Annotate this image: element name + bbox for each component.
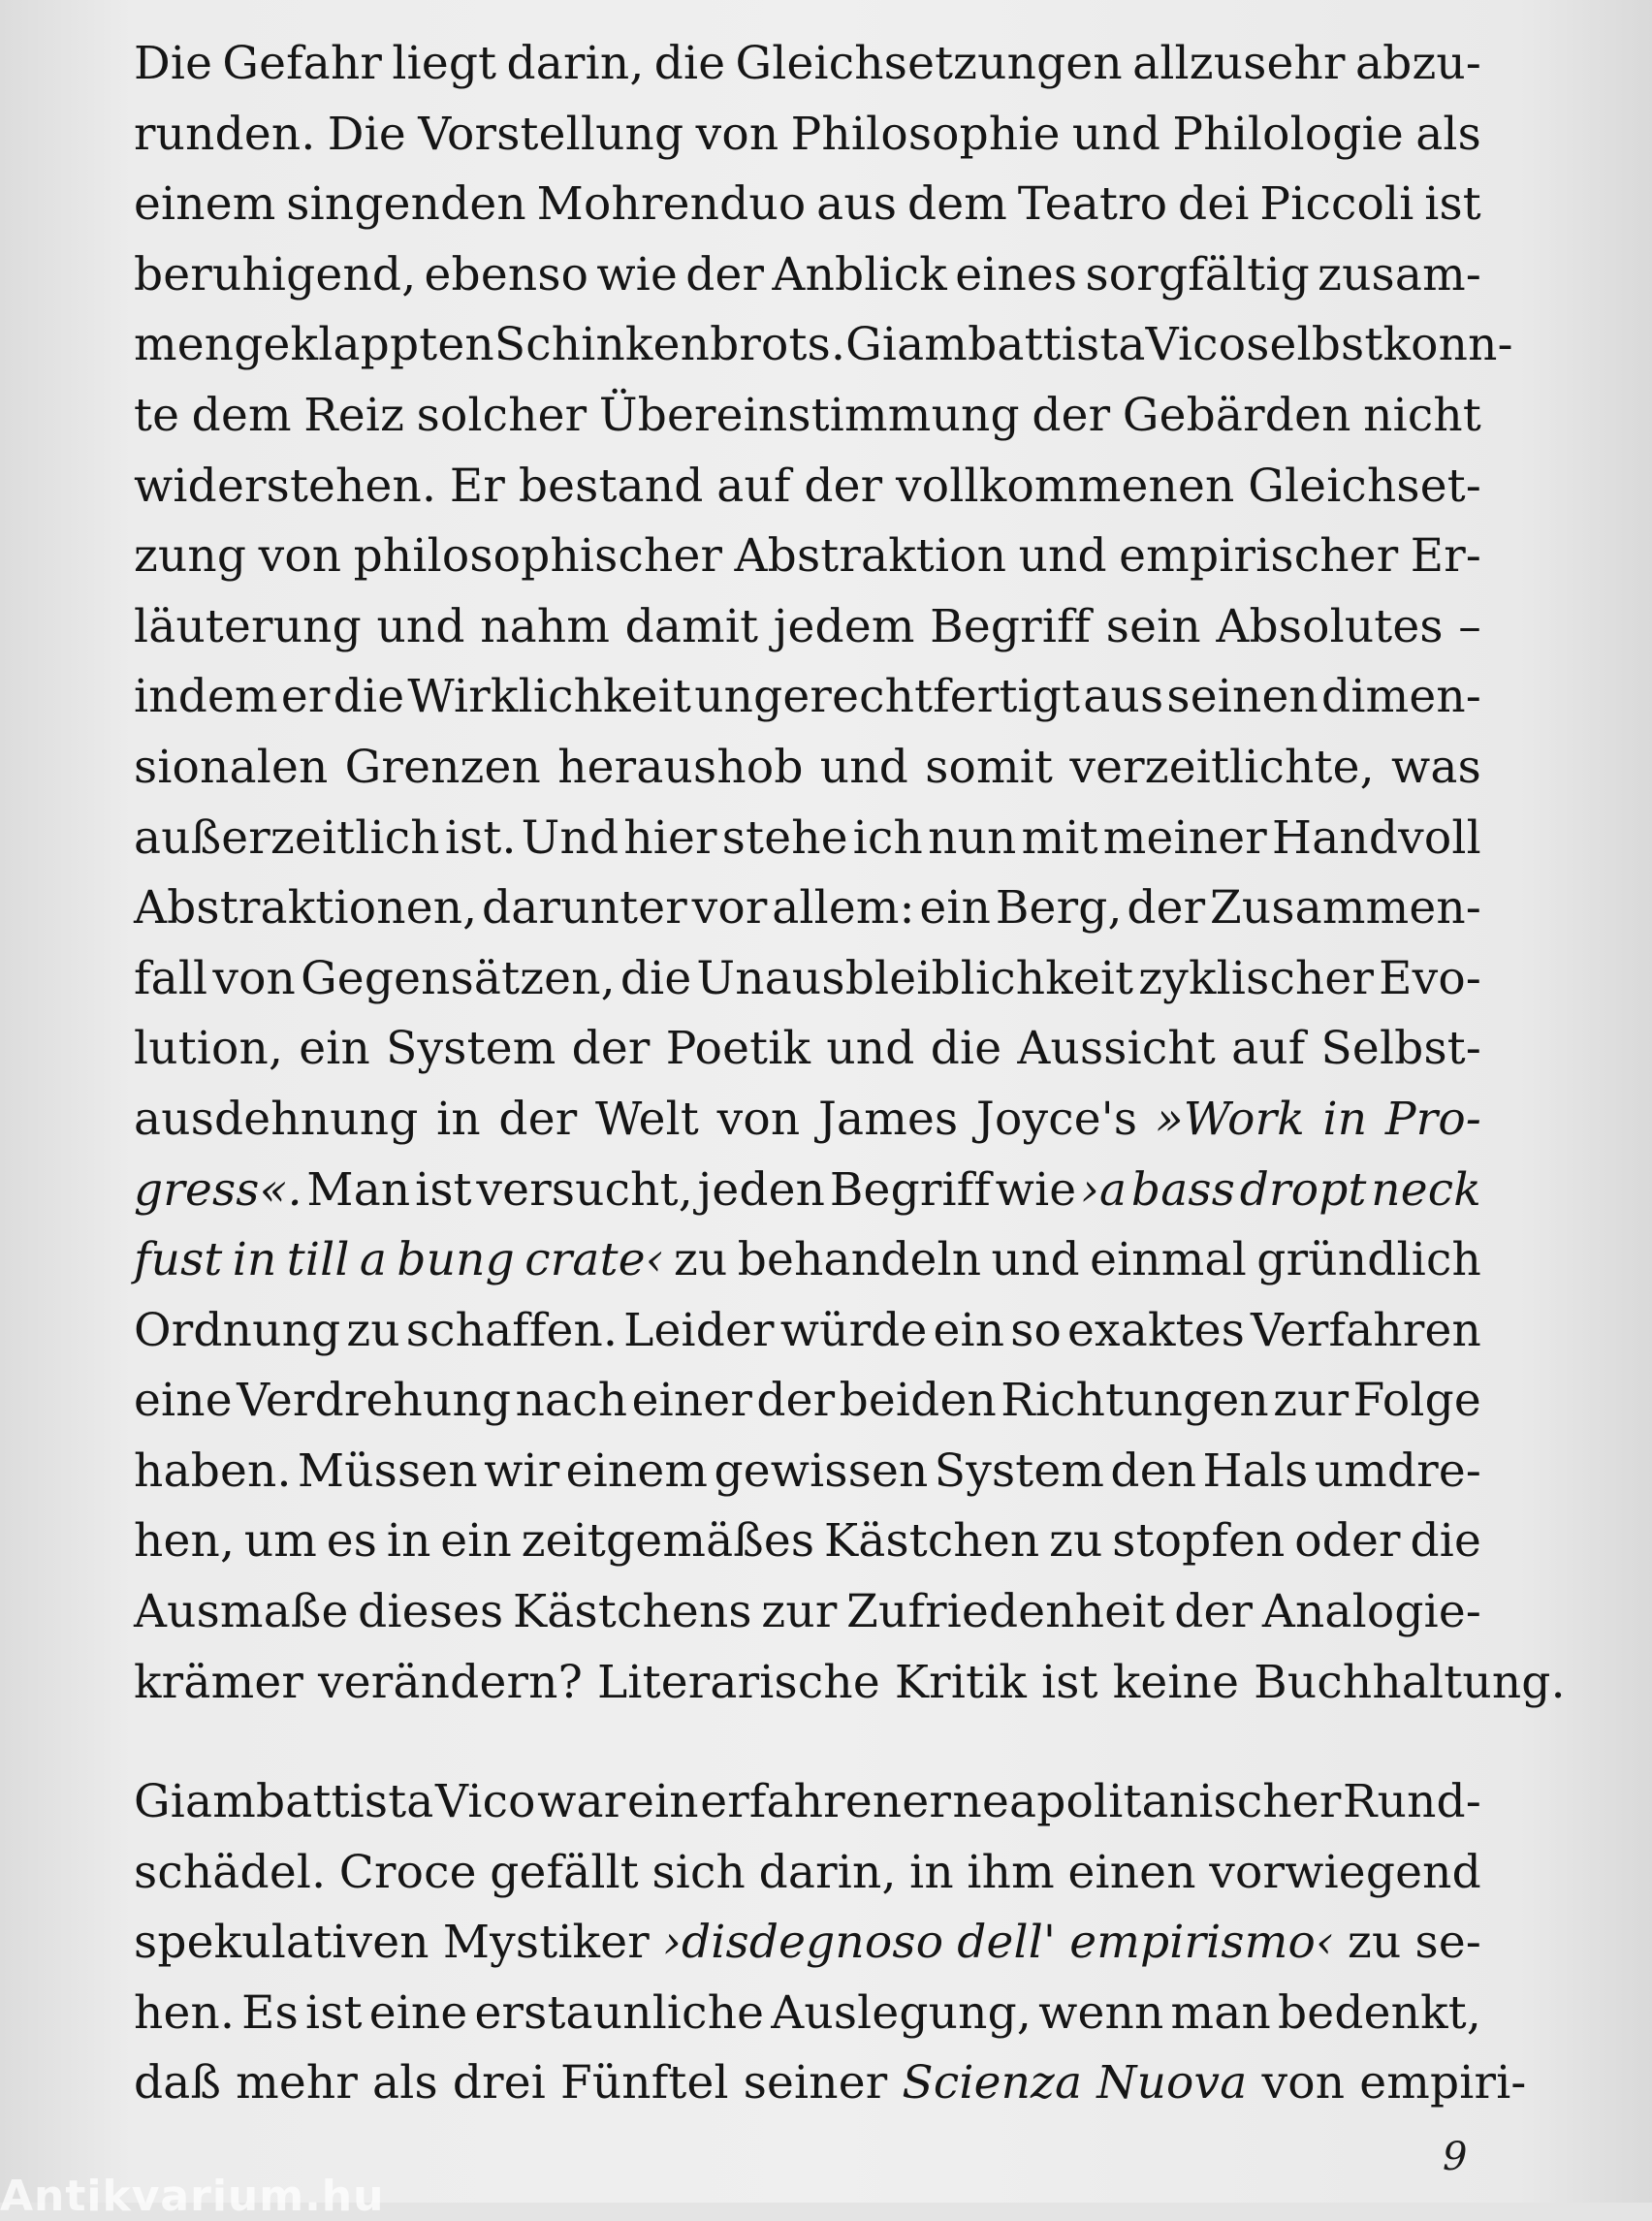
word: jeden (697, 1162, 826, 1217)
word: Kästchens (513, 1585, 752, 1639)
word: aus (1083, 670, 1164, 724)
word: Handvoll (1272, 810, 1481, 865)
text-line (134, 381, 1481, 452)
word: Hals (1202, 1444, 1309, 1498)
word: Vico (1145, 318, 1247, 372)
word: Literarische (597, 1655, 880, 1709)
text-line (134, 1767, 1481, 1838)
word: solcher (416, 388, 588, 442)
text-line (134, 1979, 1481, 2049)
word: in (436, 1092, 481, 1146)
word: darunter (482, 881, 687, 936)
word: Schinkenbrots. (493, 318, 846, 372)
text-line (134, 662, 1481, 733)
word: ein (299, 1022, 370, 1076)
word: als (372, 2056, 438, 2110)
word: oder (1294, 1514, 1401, 1569)
word: Gleichsetzungen (735, 37, 1123, 90)
word: hen. (134, 1985, 236, 2040)
italic-word: ›disdegnoso (662, 1916, 944, 1970)
word: empirischer (1119, 529, 1399, 584)
text-line (134, 1908, 1481, 1979)
word: dem (191, 388, 292, 442)
word: läuterung (134, 599, 362, 653)
word: Wirklichkeit (407, 670, 692, 724)
word: gründlich (1256, 1233, 1481, 1287)
text-line (134, 310, 1513, 381)
text-line (134, 2048, 1527, 2119)
word: er (280, 670, 331, 724)
word: der (571, 1022, 651, 1076)
paragraph-1 (134, 29, 1566, 1718)
text-line (134, 1437, 1481, 1507)
word: einen (1067, 1845, 1196, 1899)
word: dem (906, 177, 1008, 232)
word: Giambattista (845, 318, 1146, 372)
word: der (1032, 388, 1111, 442)
word: Gleichset- (1248, 459, 1481, 513)
word: singenden (286, 177, 526, 232)
word: lution, (134, 1022, 284, 1076)
word: Buchhaltung. (1254, 1655, 1566, 1709)
word: somit (925, 740, 1054, 794)
word: Leider (623, 1303, 775, 1357)
word: Die (134, 37, 213, 90)
word: Giambattista (134, 1775, 434, 1828)
italic-word: fust (134, 1233, 223, 1287)
word: einem (134, 177, 276, 232)
word: und (991, 1233, 1080, 1287)
word: runden. (134, 107, 316, 161)
word: Kästchen (823, 1514, 1040, 1569)
word: Ordnung (134, 1303, 341, 1357)
watermark-logo: Antikvarium.hu (0, 2172, 385, 2221)
word: Absolutes (1216, 599, 1444, 653)
text-line (134, 522, 1481, 592)
word: meiner (1102, 810, 1267, 865)
word: verzeitlichte, (1069, 740, 1375, 794)
word: die (653, 37, 726, 90)
word: vollkommenen (896, 459, 1235, 513)
word: Vico (435, 1775, 536, 1828)
word: darin, (758, 1845, 897, 1899)
word: zusam- (1318, 247, 1481, 301)
italic-word: bass (1130, 1162, 1236, 1217)
italic-word: till (286, 1233, 350, 1287)
word: Folge (1352, 1374, 1481, 1428)
word: würde (779, 1303, 928, 1357)
page-number: 9 (1443, 2135, 1468, 2179)
word: zyklischer (1138, 951, 1375, 1005)
word: stopfen (1112, 1514, 1286, 1569)
word: der (804, 459, 883, 513)
word: den (1110, 1444, 1197, 1498)
word: Philosophie (790, 107, 1061, 161)
word: der (685, 247, 765, 301)
word: jedem (773, 599, 915, 653)
word: philosophischer (353, 529, 723, 584)
word: zeitgemäßes (521, 1514, 815, 1569)
word: von (258, 529, 342, 584)
word: hier (623, 810, 717, 865)
word: nicht (1363, 388, 1481, 442)
italic-word: dropt (1239, 1162, 1367, 1217)
word: erfahrener (700, 1775, 952, 1828)
word: und (826, 1022, 915, 1076)
word: einmal (1090, 1233, 1247, 1287)
word: es (326, 1514, 378, 1569)
word: erstaunliche (474, 1985, 765, 2040)
word: allzusehr (1132, 37, 1346, 90)
word: spekulativen (134, 1916, 429, 1970)
word: beruhigend, (134, 247, 417, 301)
word: System (386, 1022, 556, 1076)
word: außerzeitlich (134, 810, 440, 865)
word: einem (565, 1444, 709, 1498)
word: so (1010, 1303, 1063, 1357)
word: umdre- (1314, 1444, 1481, 1498)
word: te (134, 388, 180, 442)
word: Auslegung, (771, 1985, 1032, 2040)
word: versucht, (476, 1162, 693, 1217)
word: beiden (839, 1374, 997, 1428)
word: eine (134, 1374, 233, 1428)
word: System (934, 1444, 1105, 1498)
word: Begriff (829, 1162, 991, 1217)
word: Poetik (665, 1022, 811, 1076)
word: ist (305, 1985, 363, 2040)
word: aus (816, 177, 898, 232)
word: der (498, 1092, 578, 1146)
word: stehe (721, 810, 848, 865)
text-line (134, 944, 1481, 1015)
word: zur (1273, 1374, 1350, 1428)
word: und (819, 740, 909, 794)
word: se- (1414, 1916, 1481, 1970)
italic-word: ›a (1081, 1162, 1128, 1217)
word: Übereinstimmung (598, 388, 1020, 442)
word: Piccoli (1259, 177, 1414, 232)
word: in (909, 1845, 954, 1899)
paragraph-2 (134, 1767, 1527, 2119)
word: dei (1178, 177, 1250, 232)
word: gefällt (490, 1845, 639, 1899)
word: keine (1112, 1655, 1240, 1709)
word: nun (928, 810, 1017, 865)
word: ungerechtfertigt (694, 670, 1081, 724)
word: ein (933, 1303, 1005, 1357)
word: was (1390, 740, 1481, 794)
word: Philologie (1172, 107, 1404, 161)
word: allem: (772, 881, 915, 936)
italic-word: »Work (1155, 1092, 1305, 1146)
word: der (756, 1374, 836, 1428)
word: Er- (1410, 529, 1481, 584)
word: die (620, 951, 692, 1005)
word: Evo- (1379, 951, 1481, 1005)
word: damit (624, 599, 759, 653)
word: und (1071, 107, 1161, 161)
word: exaktes (1067, 1303, 1246, 1357)
word: zur (761, 1585, 838, 1639)
word: ist (1424, 177, 1481, 232)
word: zu (1049, 1514, 1103, 1569)
word: Und (521, 810, 620, 865)
word: krämer (134, 1655, 304, 1709)
word: die (1410, 1514, 1481, 1569)
word: Gegensätzen, (301, 951, 616, 1005)
word: neapolitanischer (952, 1775, 1342, 1828)
word: Reiz (303, 388, 405, 442)
word: ausdehnung (134, 1092, 419, 1146)
word: ich (852, 810, 924, 865)
word: dimen- (1321, 670, 1481, 724)
word: drei (452, 2056, 547, 2110)
text-line (134, 1366, 1481, 1437)
word: die (333, 670, 405, 724)
word: ihm (967, 1845, 1055, 1899)
word: Welt (594, 1092, 699, 1146)
word: behandeln (737, 1233, 982, 1287)
word: empiri- (1359, 2056, 1527, 2110)
word: heraushob (557, 740, 804, 794)
word: wir (484, 1444, 560, 1498)
word: nahm (480, 599, 611, 653)
word: Abstraktionen, (134, 881, 478, 936)
word: zu (1348, 1916, 1402, 1970)
word: Aussicht (1017, 1022, 1216, 1076)
word: darin, (506, 37, 645, 90)
word: von (695, 107, 779, 161)
word: mit (1021, 810, 1098, 865)
text-line (134, 1648, 1566, 1719)
italic-word: neck (1371, 1162, 1481, 1217)
word: Die (327, 107, 406, 161)
word: zung (134, 529, 247, 584)
word: bedenkt, (1278, 1985, 1481, 2040)
word: Müssen (297, 1444, 478, 1498)
word: – (1458, 599, 1481, 653)
word: als (1415, 107, 1481, 161)
text-line (134, 1577, 1481, 1648)
word: Croce (338, 1845, 477, 1899)
italic-word: Pro- (1384, 1092, 1481, 1146)
italic-word: Nuova (1096, 2056, 1248, 2110)
word: sich (651, 1845, 746, 1899)
word: wie (995, 1162, 1077, 1217)
word: bestand (518, 459, 704, 513)
word: widerstehen. (134, 459, 437, 513)
word: fall (134, 951, 208, 1005)
word: Man (306, 1162, 411, 1217)
word: Mystiker (442, 1916, 650, 1970)
word: Er (449, 459, 506, 513)
word: die (930, 1022, 1002, 1076)
text-line (134, 592, 1481, 663)
word: Zusammen- (1210, 881, 1481, 936)
text-line (134, 170, 1481, 240)
text-line (134, 873, 1481, 944)
word: sorgfältig (1085, 247, 1310, 301)
word: man (1170, 1985, 1271, 2040)
word: Mohrenduo (536, 177, 807, 232)
word: schaffen. (405, 1303, 619, 1357)
text-line (134, 29, 1481, 100)
word: Joyce's (975, 1092, 1138, 1146)
word: James (817, 1092, 959, 1146)
word: Rund- (1343, 1775, 1481, 1828)
word: Zufriedenheit (846, 1585, 1165, 1639)
word: auf (1231, 1022, 1306, 1076)
word: Analogie- (1261, 1585, 1481, 1639)
word: Begriff (930, 599, 1092, 653)
word: der (1127, 881, 1206, 936)
word: verändern? (318, 1655, 583, 1709)
word: Gebärden (1122, 388, 1351, 442)
word: Berg, (995, 881, 1123, 936)
word: konn- (1382, 318, 1513, 372)
word: ist. (444, 810, 517, 865)
text-line (134, 452, 1481, 523)
word: und (376, 599, 465, 653)
text-line (134, 240, 1481, 311)
word: ist (1041, 1655, 1098, 1709)
word: Unausbleiblichkeit (696, 951, 1134, 1005)
italic-word: dell' (957, 1916, 1057, 1970)
word: Richtungen (1001, 1374, 1269, 1428)
word: wie (596, 247, 679, 301)
word: seinen (1166, 670, 1318, 724)
word: hen, (134, 1514, 236, 1569)
word: vorwiegend (1209, 1845, 1481, 1899)
word: in (386, 1514, 431, 1569)
word: vor (691, 881, 768, 936)
word: von (716, 1092, 801, 1146)
text-line (134, 733, 1481, 804)
word: gewissen (714, 1444, 929, 1498)
word: Gefahr (222, 37, 383, 90)
word: sein (1105, 599, 1201, 653)
word: liegt (392, 37, 497, 90)
word: sionalen (134, 740, 329, 794)
text-line (134, 1838, 1481, 1909)
word: haben. (134, 1444, 292, 1498)
text-line (134, 1014, 1481, 1085)
word: um (243, 1514, 318, 1569)
word: mengeklappten (134, 318, 494, 372)
word: ist (415, 1162, 472, 1217)
italic-word: Scienza (902, 2056, 1083, 2110)
italic-word: crate‹ (524, 1233, 664, 1287)
word: indem (134, 670, 278, 724)
text-line (134, 100, 1481, 171)
word: abzu- (1354, 37, 1481, 90)
word: Kritik (894, 1655, 1028, 1709)
word: Teatro (1017, 177, 1168, 232)
word: der (1174, 1585, 1254, 1639)
word: ein (919, 881, 992, 936)
word: nach (515, 1374, 628, 1428)
word: mehr (236, 2056, 359, 2110)
word: Fünftel (560, 2056, 729, 2110)
text-line (134, 1085, 1481, 1156)
word: und (1018, 529, 1107, 584)
text-line (134, 1156, 1481, 1226)
word: wenn (1038, 1985, 1164, 2040)
text-line (134, 1296, 1481, 1367)
italic-word: in (232, 1233, 277, 1287)
word: eines (955, 247, 1078, 301)
word: eine (368, 1985, 468, 2040)
word: ein (440, 1514, 512, 1569)
italic-word: bung (397, 1233, 515, 1287)
word: dieses (358, 1585, 504, 1639)
text-line (134, 804, 1481, 874)
word: Es (241, 1985, 299, 2040)
word: Vorstellung (418, 107, 684, 161)
italic-word: empirismo‹ (1069, 1916, 1334, 1970)
word: schädel. (134, 1845, 327, 1899)
italic-word: gress«. (134, 1162, 302, 1217)
word: ein (626, 1775, 699, 1828)
word: auf (716, 459, 791, 513)
word: seiner (743, 2056, 888, 2110)
word: Grenzen (344, 740, 541, 794)
word: ebenso (424, 247, 589, 301)
word: Selbst- (1320, 1022, 1481, 1076)
italic-word: in (1322, 1092, 1368, 1146)
italic-word: a (359, 1233, 388, 1287)
word: von (1261, 2056, 1346, 2110)
word: Abstraktion (734, 529, 1007, 584)
word: Ausmaße (134, 1585, 349, 1639)
word: zu (346, 1303, 400, 1357)
text-line (134, 1507, 1481, 1577)
word: Verdrehung (237, 1374, 512, 1428)
word: einer (631, 1374, 752, 1428)
word: selbst (1246, 318, 1383, 372)
word: daß (134, 2056, 222, 2110)
word: von (212, 951, 297, 1005)
word: war (537, 1775, 626, 1828)
word: Anblick (772, 247, 947, 301)
text-line (134, 1225, 1481, 1296)
word: zu (674, 1233, 728, 1287)
word: Verfahren (1251, 1303, 1481, 1357)
